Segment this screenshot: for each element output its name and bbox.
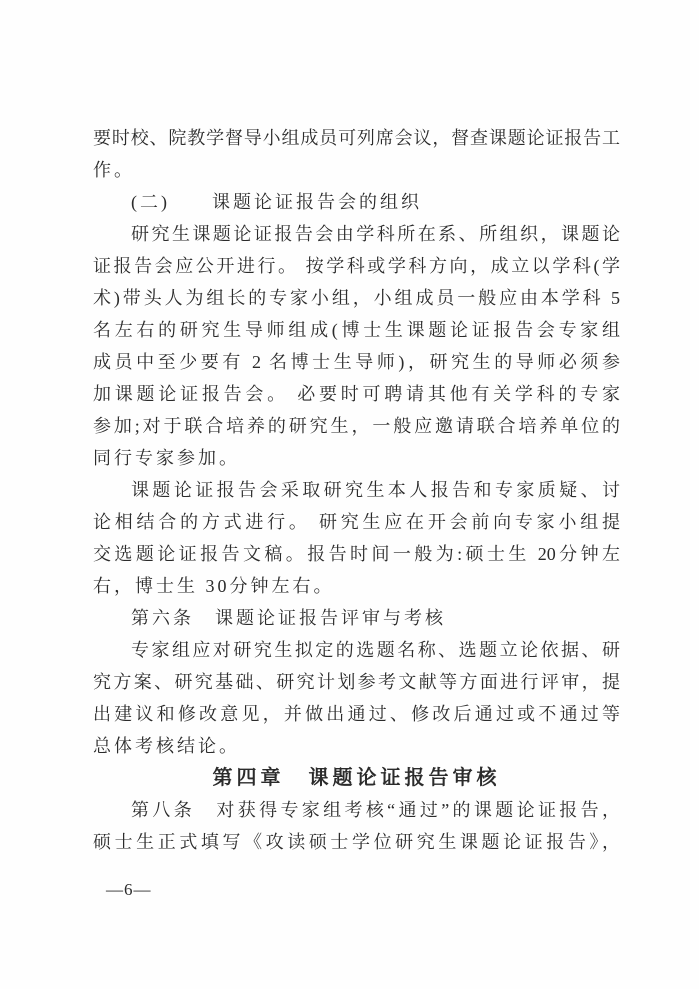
body-line: 究方案、研究基础、研究计划参考文献等方面进行评审，提 xyxy=(93,672,620,692)
chapter-4-heading: 第四章 课题论证报告审核 xyxy=(212,767,501,789)
body-line: 总体考核结论。 xyxy=(93,736,240,756)
body-line: 同行专家参加。 xyxy=(93,448,240,468)
document-text-block xyxy=(93,122,620,858)
page-number: —6— xyxy=(106,880,152,899)
body-line: 术)带头人为组长的专家小组，小组成员一般应由本学科 5 xyxy=(93,288,620,308)
body-line: 参加;对于联合培养的研究生，一般应邀请联合培养单位的 xyxy=(93,416,620,436)
body-line: 论相结合的方式进行。 研究生应在开会前向专家小组提 xyxy=(93,512,620,532)
article-6-heading: 第六条 课题论证报告评审与考核 xyxy=(131,608,446,628)
body-line: 成员中至少要有 2 名博士生导师)，研究生的导师必须参 xyxy=(93,352,620,372)
body-line: 证报告会应公开进行。 按学科或学科方向，成立以学科(学 xyxy=(93,256,620,276)
article-8-body-line: 第八条 对获得专家组考核“通过”的课题论证报告， xyxy=(131,800,620,820)
body-line: 研究生课题论证报告会由学科所在系、所组织，课题论 xyxy=(131,224,620,244)
body-line: 要时校、院教学督导小组成员可列席会议，督查课题论证报告工 xyxy=(93,128,620,148)
body-line: 作。 xyxy=(93,160,135,180)
body-line: 交选题论证报告文稿。报告时间一般为:硕士生 20分钟左 xyxy=(93,544,620,564)
subsection-heading: (二) 课题论证报告会的组织 xyxy=(131,192,422,212)
body-line: 专家组应对研究生拟定的选题名称、选题立论依据、研 xyxy=(131,640,620,660)
body-line: 加课题论证报告会。 必要时可聘请其他有关学科的专家 xyxy=(93,384,620,404)
body-line: 课题论证报告会采取研究生本人报告和专家质疑、讨 xyxy=(131,480,620,500)
body-line: 硕士生正式填写《攻读硕士学位研究生课题论证报告》， xyxy=(93,832,620,852)
body-line: 右，博士生 30分钟左右。 xyxy=(93,576,335,596)
body-line: 名左右的研究生导师组成(博士生课题论证报告会专家组 xyxy=(93,320,620,340)
body-line: 出建议和修改意见，并做出通过、修改后通过或不通过等 xyxy=(93,704,620,724)
